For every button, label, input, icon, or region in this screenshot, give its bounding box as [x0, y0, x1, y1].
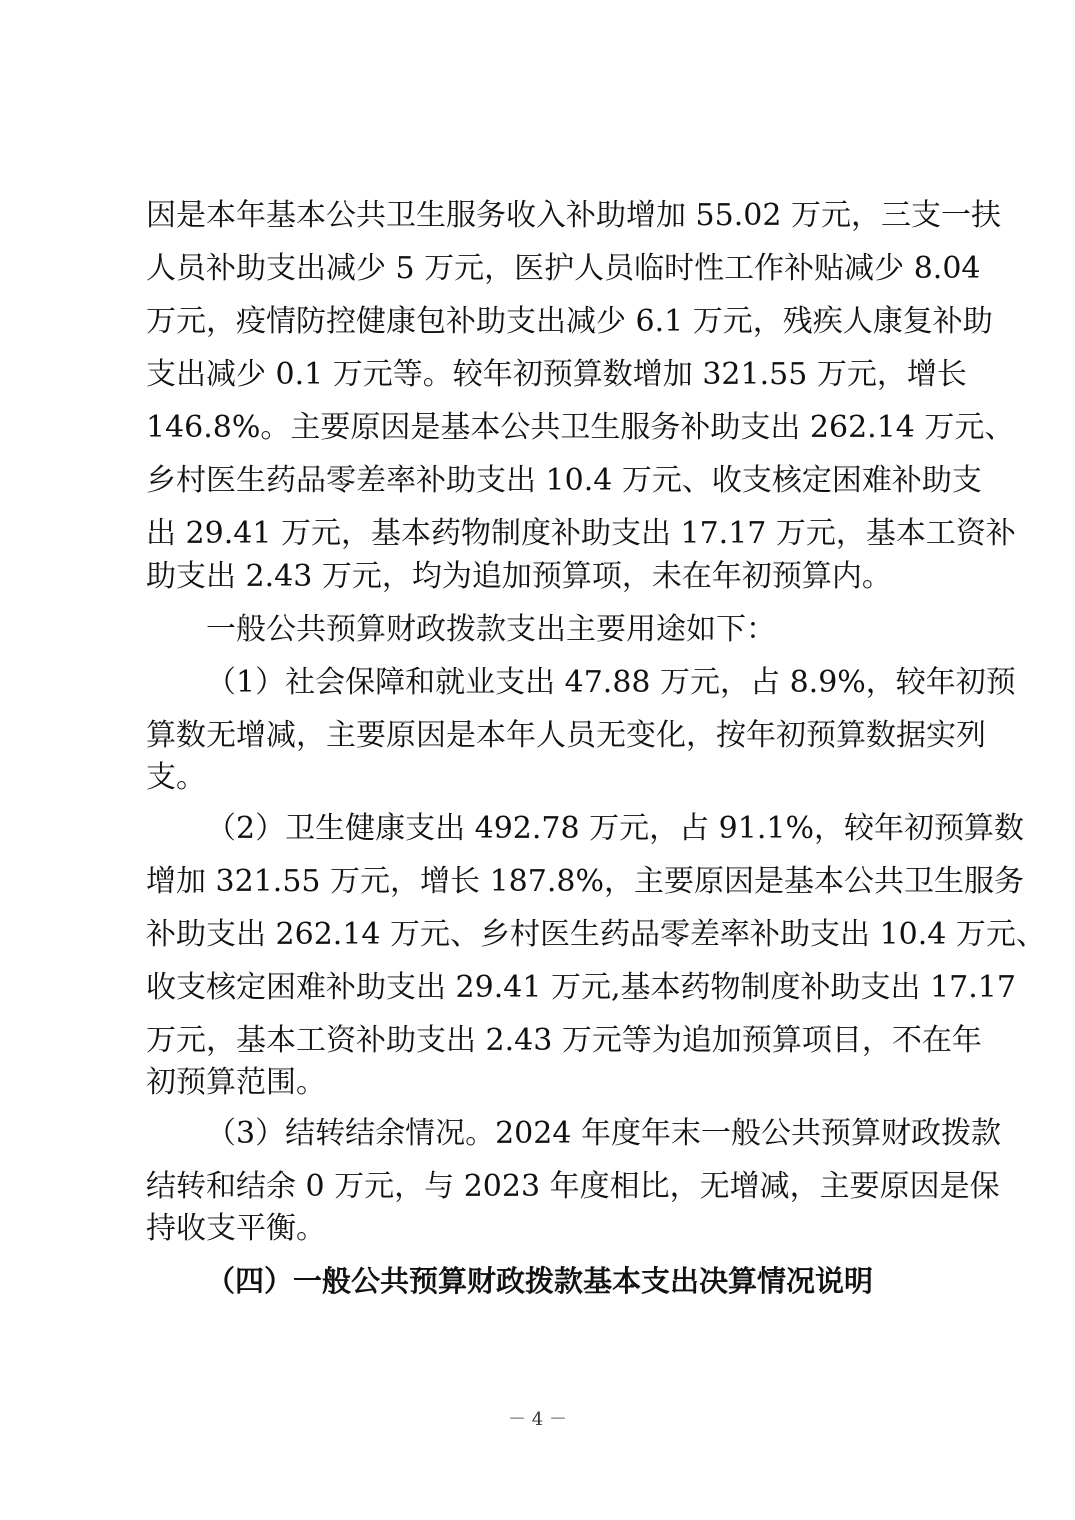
- text-line-12: 支。: [146, 760, 206, 795]
- text-line-4: 支出减少 0.1 万元等。较年初预算数增加 321.55 万元，增长: [146, 357, 967, 392]
- text-line-18: 初预算范围。: [146, 1065, 326, 1100]
- text-line-16: 收支核定困难补助支出 29.41 万元,基本药物制度补助支出 17.17: [146, 970, 1016, 1005]
- text-line-11: 算数无增减，主要原因是本年人员无变化，按年初预算数据实列: [146, 718, 986, 753]
- text-line-2: 人员补助支出减少 5 万元，医护人员临时性工作补贴减少 8.04: [146, 251, 981, 286]
- text-line-13: （2）卫生健康支出 492.78 万元，占 91.1%，较年初预算数: [206, 811, 1024, 846]
- text-line-5: 146.8%。主要原因是基本公共卫生服务补助支出 262.14 万元、: [146, 410, 1015, 445]
- text-line-20: 结转和结余 0 万元，与 2023 年度相比，无增减，主要原因是保: [146, 1169, 1000, 1204]
- text-line-9: 一般公共预算财政拨款支出主要用途如下：: [206, 612, 776, 647]
- text-line-15: 补助支出 262.14 万元、乡村医生药品零差率补助支出 10.4 万元、: [146, 917, 1046, 952]
- text-line-19: （3）结转结余情况。2024 年度年末一般公共预算财政拨款: [206, 1116, 1001, 1151]
- text-line-6: 乡村医生药品零差率补助支出 10.4 万元、收支核定困难补助支: [146, 463, 982, 498]
- text-line-10: （1）社会保障和就业支出 47.88 万元，占 8.9%，较年初预: [206, 665, 1016, 700]
- text-line-17: 万元，基本工资补助支出 2.43 万元等为追加预算项目，不在年: [146, 1023, 982, 1058]
- text-line-7: 出 29.41 万元，基本药物制度补助支出 17.17 万元，基本工资补: [146, 516, 1016, 551]
- page-number: － 4 －: [508, 1409, 567, 1430]
- section-heading: （四）一般公共预算财政拨款基本支出决算情况说明: [206, 1264, 874, 1298]
- text-line-21: 持收支平衡。: [146, 1211, 326, 1246]
- text-line-14: 增加 321.55 万元，增长 187.8%，主要原因是基本公共卫生服务: [146, 864, 1024, 899]
- text-line-3: 万元，疫情防控健康包补助支出减少 6.1 万元，残疾人康复补助: [146, 304, 993, 339]
- text-line-1: 因是本年基本公共卫生服务收入补助增加 55.02 万元，三支一扶: [146, 198, 1001, 233]
- text-line-8: 助支出 2.43 万元，均为追加预算项，未在年初预算内。: [146, 559, 892, 594]
